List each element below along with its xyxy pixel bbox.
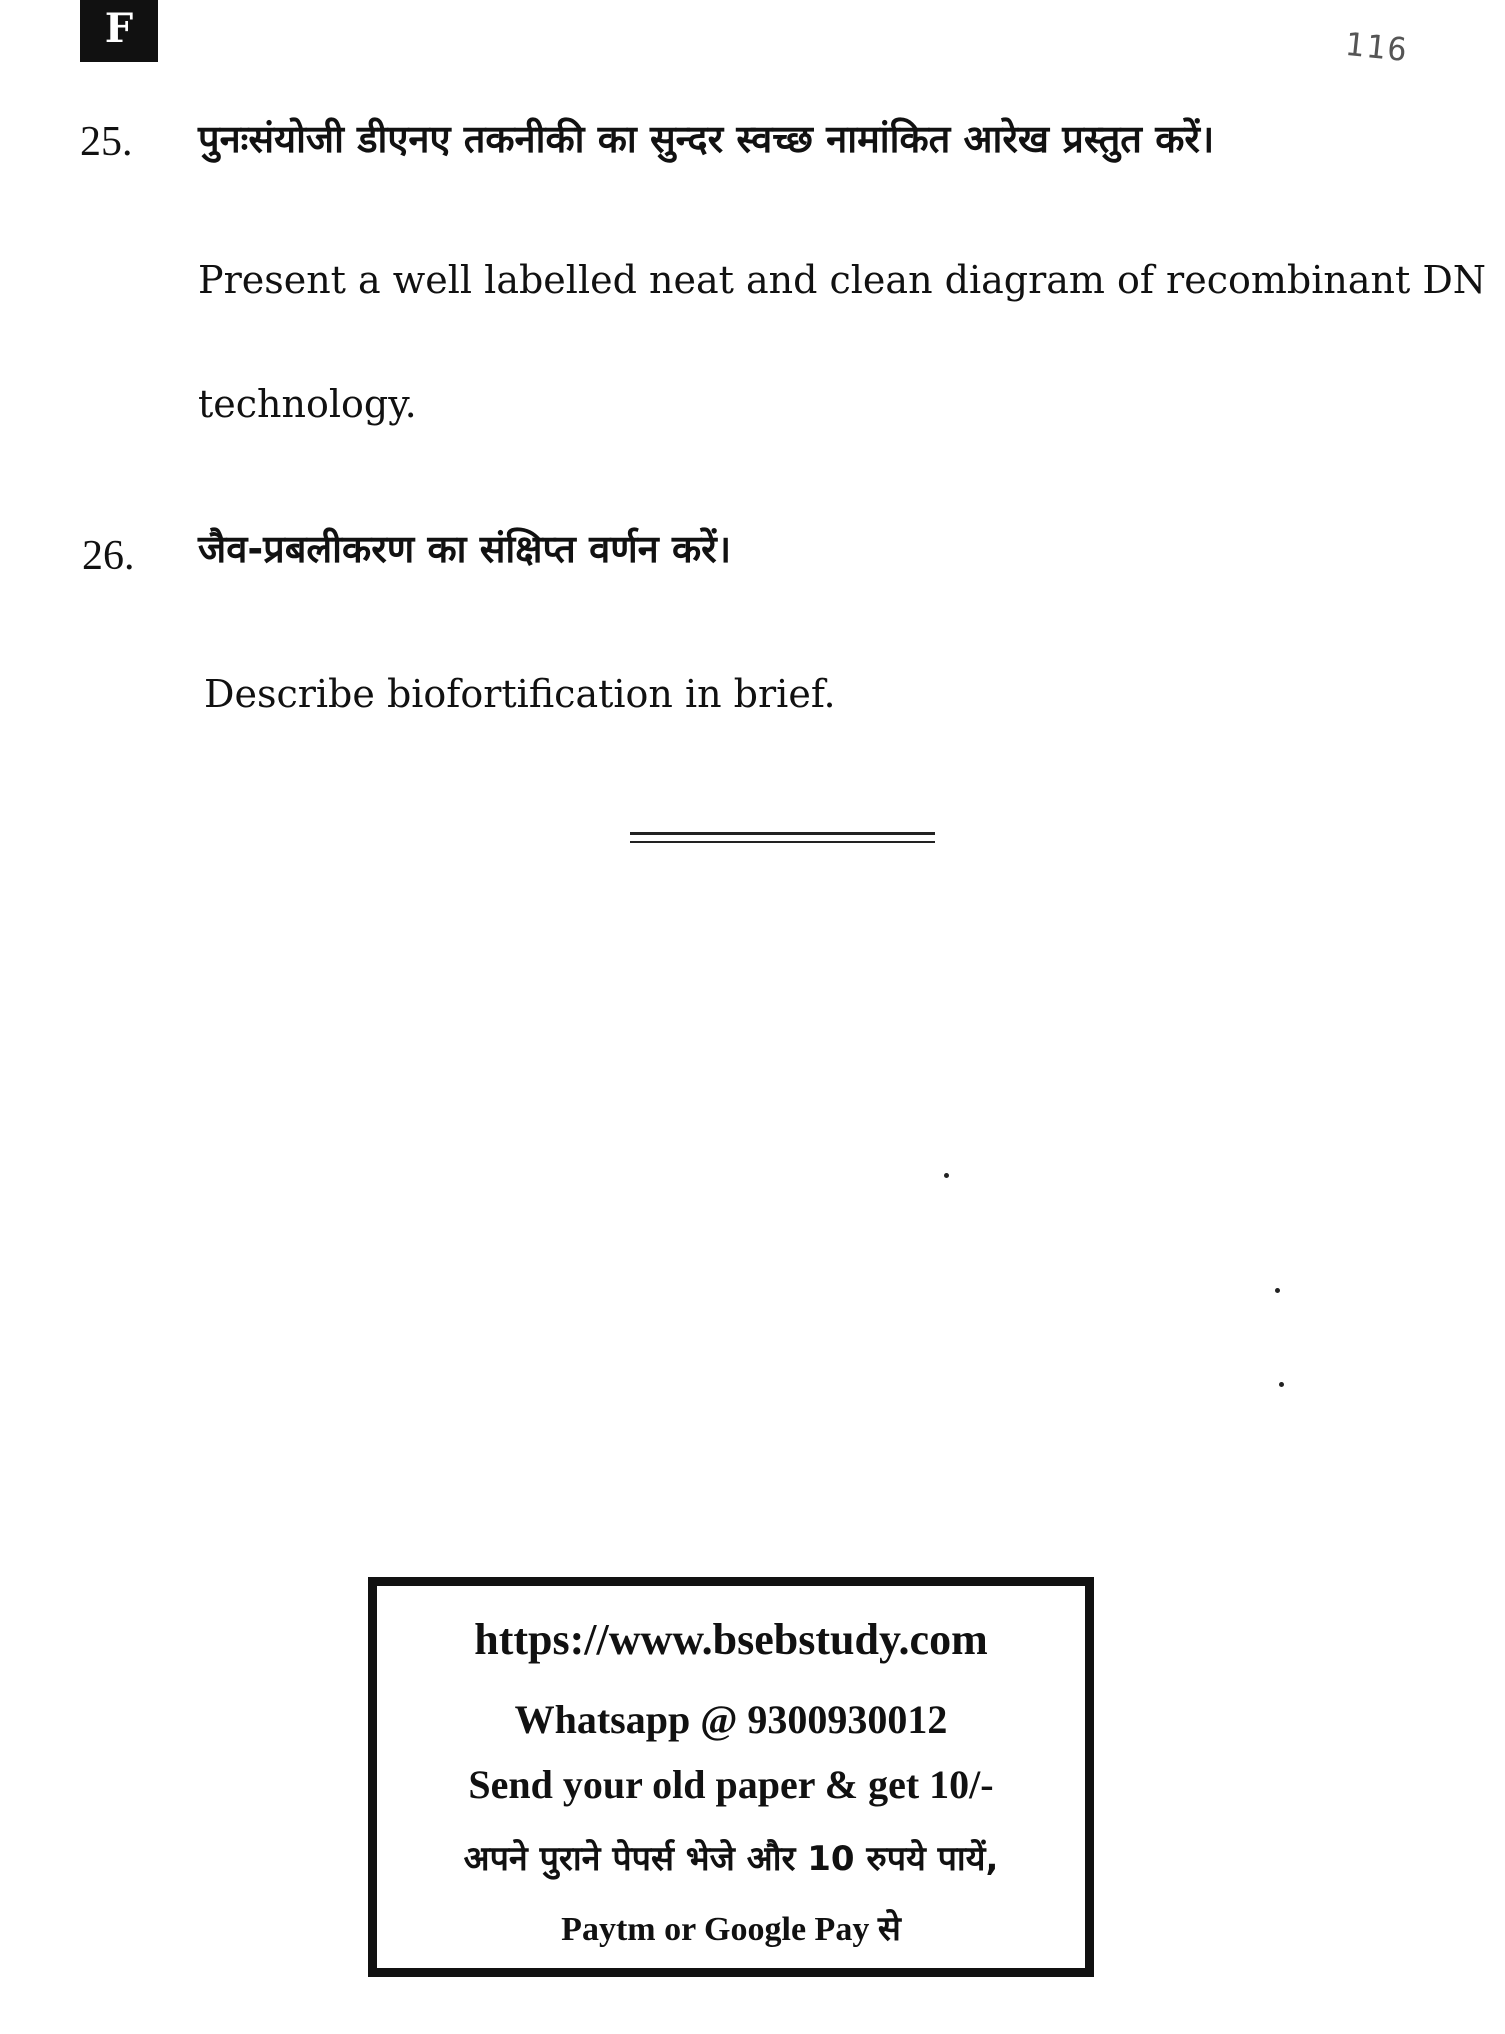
scan-speck: [1279, 1382, 1284, 1387]
question-text-hindi: जैव-प्रबलीकरण का संक्षिप्त वर्णन करें।: [198, 527, 732, 571]
question-text-english: Present a well labelled neat and clean diagram of recombinant DN: [198, 258, 1487, 302]
promo-send-offer: Send your old paper & get 10/-: [468, 1762, 994, 1807]
series-badge: F: [80, 0, 158, 62]
question-text-english: Describe biofortification in brief.: [204, 672, 836, 716]
end-rule: [630, 832, 935, 835]
promo-box: [368, 1577, 1094, 1977]
end-rule: [630, 841, 935, 843]
scan-speck: [944, 1173, 949, 1178]
promo-payment: Paytm or Google Pay से: [561, 1911, 901, 1948]
handwritten-page-mark: 116: [1343, 24, 1411, 70]
promo-whatsapp: Whatsapp @ 9300930012: [514, 1697, 948, 1742]
scan-speck: [1275, 1288, 1280, 1293]
question-number: 25.: [80, 119, 133, 165]
question-text-hindi: पुनःसंयोजी डीएनए तकनीकी का सुन्दर स्वच्छ नामांकित आरेख प्रस्तुत करें।: [198, 117, 1215, 161]
promo-hindi-offer: अपने पुराने पेपर्स भेजे और 10 रुपये पायें,: [463, 1839, 999, 1879]
promo-url: https://www.bsebstudy.com: [474, 1615, 988, 1664]
question-number: 26.: [82, 533, 135, 579]
question-text-english-continued: technology.: [198, 382, 417, 426]
